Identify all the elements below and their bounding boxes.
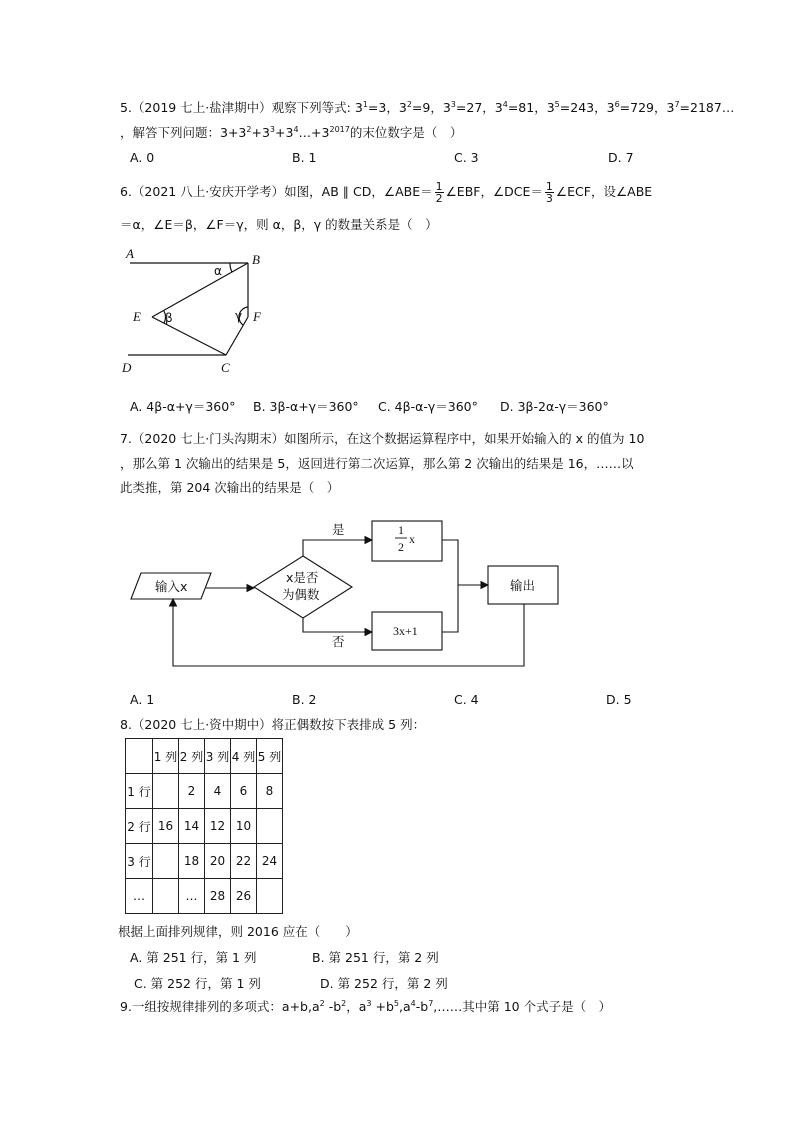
fraction-numerator: 1 [435,180,443,193]
q6-fraction-half [435,181,444,204]
q9-exp: 2 [341,999,347,1008]
table-cell [126,739,153,774]
table-cell [153,774,179,809]
q5-option-b: B. 1 [292,150,317,165]
table-cell: 8 [257,774,283,809]
q6-line1 [120,178,652,206]
table-cell: 18 [179,844,205,879]
q9-exp: 7 [428,999,434,1008]
flow-yes-var: x [409,532,415,546]
q9-val: ,……其中第 10 个式子是（ ） [433,999,612,1014]
table-cell [257,809,283,844]
table-cell: 10 [231,809,257,844]
q8-line1: 8.（2020 七上·资中期中）将正偶数按下表排成 5 列： [120,717,426,732]
q5-exp: 5 [554,100,560,109]
flow-yes-frac-den: 2 [398,540,404,554]
q5-exp: 4 [293,125,299,134]
q7-option-b: B. 2 [292,692,317,707]
q6-option-d: D. 3β-2α-γ＝360° [500,399,609,414]
q5-exp: 3 [450,100,456,109]
table-cell: 3 行 [126,844,153,879]
q9-val: ，a [346,999,367,1014]
q9-exp: 4 [410,999,416,1008]
table-row [126,809,283,844]
q5-option-c: C. 3 [454,150,479,165]
table-cell [257,879,283,914]
fraction-numerator: 1 [545,180,553,193]
table-row [126,844,283,879]
q7-line2: ，那么第 1 次输出的结果是 5，返回进行第二次运算，那么第 2 次输出的结果是 16，……以 [120,456,634,471]
q6-geometry-figure [118,244,278,378]
segment-ec [152,317,226,355]
q6-option-a: A. 4β-α+γ＝360° [130,399,236,414]
q6-option-c: C. 4β-α-γ＝360° [378,399,478,414]
q5-exp: 4 [502,100,508,109]
q5-val: =9，3 [411,100,451,115]
table-header-row [126,739,283,774]
q5-exp: 3 [269,125,276,134]
q5-line2-prefix: ，解答下列问题：3+3 [120,125,247,140]
q7-flowchart [128,512,564,672]
table-cell: 26 [231,879,257,914]
q7-line3: 此类推，第 204 次输出的结果是（ ） [120,480,340,495]
flow-no-box-label: 3x+1 [393,624,418,638]
q5-exp: 2 [246,125,252,134]
table-cell: 4 [205,774,231,809]
table-cell: 5 列 [257,739,283,774]
table-row [126,879,283,914]
table-cell: 12 [205,809,231,844]
table-row [126,774,283,809]
q5-val: 的末位数字是（ ） [349,125,463,140]
q5-val: …+3 [298,125,330,140]
q5-line2 [120,124,462,142]
flow-yes-box [372,521,442,561]
flow-arrow-no [303,618,372,632]
q5-val: =2187… [679,100,735,115]
q5-line1-prefix: 5.（2019 七上·盐津期中）观察下列等式: 3 [120,100,363,115]
q9-prefix: 9.一组按规律排列的多项式：a+b,a [120,999,320,1014]
angle-alpha-label: α [214,264,222,278]
angle-beta-label: β [165,311,173,325]
q9-exp: 2 [319,999,325,1008]
flow-merge-yes [442,540,458,632]
table-cell: 22 [231,844,257,879]
q6-line2: ＝α，∠E＝β，∠F＝γ，则 α，β，γ 的数量关系是（ ） [120,217,438,232]
q8-question: 根据上面排列规律，则 2016 应在（ ） [118,924,358,939]
table-cell [153,879,179,914]
table-cell: 14 [179,809,205,844]
table-cell: 1 列 [153,739,179,774]
q8-option-c: C. 第 252 行，第 1 列 [134,976,261,991]
fraction-denominator: 2 [435,192,443,205]
q9-val: -b [415,999,429,1014]
q9-exp: 3 [366,999,372,1008]
q7-option-a: A. 1 [130,692,155,707]
q7-option-c: C. 4 [454,692,479,707]
q5-exp: 2 [406,100,412,109]
q8-option-a: A. 第 251 行，第 1 列 [130,950,257,965]
q5-line1 [120,99,734,117]
q6-line1-c: ∠ECF，设∠ABE [555,184,653,199]
flow-no-label: 否 [332,634,345,649]
angle-gamma-label: γ [235,309,243,323]
q9-val: +b [371,999,394,1014]
table-cell: 24 [257,844,283,879]
table-cell: 3 列 [205,739,231,774]
q8-number-table [125,738,283,914]
table-cell: 20 [205,844,231,879]
q5-exp: 6 [614,100,620,109]
q5-val: =27，3 [455,100,503,115]
table-cell: 2 列 [179,739,205,774]
q6-option-b: B. 3β-α+γ＝360° [253,399,359,414]
flow-yes-frac-num: 1 [398,523,404,537]
flow-arrow-yes [303,540,372,556]
fraction-denominator: 3 [545,192,553,205]
q5-val: =729，3 [619,100,675,115]
table-cell: 2 [179,774,205,809]
q5-option-d: D. 7 [608,150,634,165]
angle-alpha-arc [230,263,232,272]
q6-line1-a: 6.（2021 八上·安庆开学考）如图，AB ∥ CD，∠ABE＝ [120,184,433,199]
table-cell [153,844,179,879]
q5-option-a: A. 0 [130,150,155,165]
q9-val: ,a [399,999,411,1014]
q8-option-b: B. 第 251 行，第 2 列 [312,950,439,965]
table-cell: 6 [231,774,257,809]
point-d-label: D [122,360,132,375]
point-f-label: F [253,309,261,324]
flow-yes-label: 是 [332,522,345,537]
q7-line1: 7.（2020 七上·门头沟期末）如图所示，在这个数据运算程序中，如果开始输入的 x 的值为 10 [120,431,645,446]
table-cell: 16 [153,809,179,844]
segment-be [152,263,248,317]
q5-exp: 2017 [329,125,350,134]
flow-input-label: 输入x [155,579,188,594]
q5-exp: 1 [362,100,368,109]
q9-exp: 5 [393,999,399,1008]
table-cell: … [179,879,205,914]
q5-exp: 7 [674,100,680,109]
q8-option-d: D. 第 252 行，第 2 列 [320,976,448,991]
table-cell: 28 [205,879,231,914]
q5-val: +3 [275,125,294,140]
table-cell: 2 行 [126,809,153,844]
flow-decision-line2: 为偶数 [282,587,320,602]
point-b-label: B [252,252,260,267]
point-a-label: A [126,246,134,261]
q6-fraction-third [545,181,554,204]
q9-line [120,998,611,1016]
q5-val: =3，3 [367,100,407,115]
point-c-label: C [221,360,230,375]
flow-output-label: 输出 [510,578,536,593]
q6-line1-b: ∠EBF，∠DCE＝ [445,184,543,199]
q9-val: -b [324,999,342,1014]
q5-val: +3 [251,125,270,140]
flow-decision-line1: x是否 [286,570,319,585]
table-cell: 1 行 [126,774,153,809]
table-cell: … [126,879,153,914]
q5-val: =81，3 [507,100,555,115]
point-e-label: E [133,309,141,324]
q5-val: =243，3 [559,100,615,115]
q7-option-d: D. 5 [606,692,632,707]
table-cell: 4 列 [231,739,257,774]
